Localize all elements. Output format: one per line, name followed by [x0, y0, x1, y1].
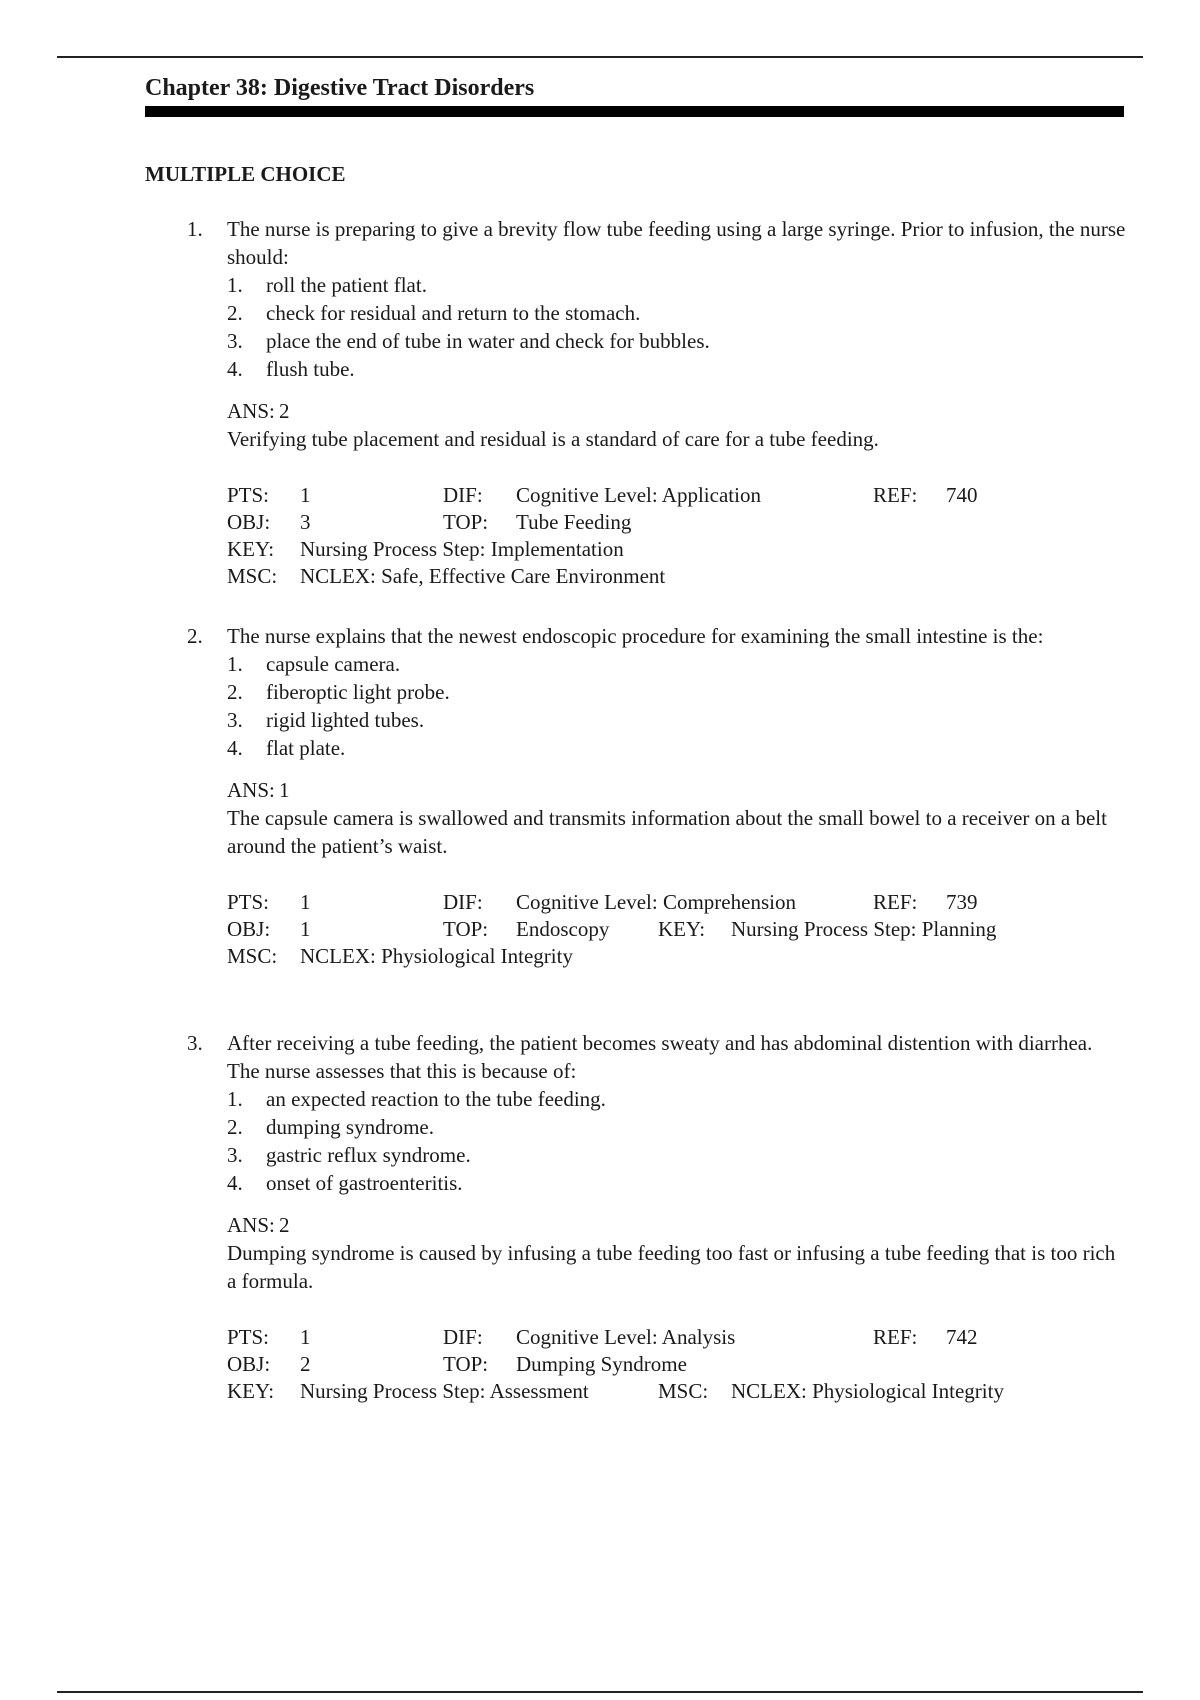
question-stem: The nurse explains that the newest endoscopic procedure for examining the small intestine is the:: [227, 624, 1044, 648]
answer-option: [227, 678, 1127, 706]
title-underline-bar: [145, 106, 1124, 117]
option-number: 1.: [227, 1087, 243, 1111]
question-body: [227, 622, 1127, 969]
question-body: [227, 215, 1127, 589]
option-text: check for residual and return to the stomach.: [266, 301, 641, 325]
answer-block: [227, 776, 1127, 860]
option-text: place the end of tube in water and check for bubbles.: [266, 329, 710, 353]
answer-value: 2: [279, 1213, 290, 1237]
answer-label: ANS:: [227, 778, 275, 802]
answer-label: ANS:: [227, 1213, 275, 1237]
pts-field: PTS: 1: [227, 483, 311, 507]
rationale: The capsule camera is swallowed and transmits information about the small bowel to a receiver on a belt around the patient’s waist.: [227, 806, 1107, 858]
answer-option: [227, 706, 1127, 734]
key-field: KEY: Nursing Process Step: Planning: [658, 917, 997, 941]
answer-block: [227, 397, 1127, 453]
option-number: 2.: [227, 301, 243, 325]
top-field: TOP: Tube Feeding: [443, 510, 632, 534]
question-body: [227, 1029, 1127, 1404]
metadata-row: [227, 1350, 1127, 1377]
answer-option: [227, 327, 1127, 355]
metadata-row: [227, 562, 1127, 589]
key-field: KEY: Nursing Process Step: Assessment: [227, 1379, 589, 1403]
msc-field: MSC: NCLEX: Safe, Effective Care Environment: [227, 564, 666, 588]
option-number: 2.: [227, 1115, 243, 1139]
ref-field: REF: 739: [873, 890, 978, 914]
question-number: 1.: [187, 217, 203, 241]
answer-option: [227, 650, 1127, 678]
answer-line: [227, 397, 1127, 425]
question-2: [187, 622, 1127, 969]
bottom-rule: [57, 1691, 1143, 1693]
option-text: capsule camera.: [266, 652, 401, 676]
obj-field: OBJ: 1: [227, 917, 311, 941]
top-field: TOP: Dumping Syndrome: [443, 1352, 687, 1376]
option-text: dumping syndrome.: [266, 1115, 434, 1139]
answer-label: ANS:: [227, 399, 275, 423]
key-field: KEY: Nursing Process Step: Implementation: [227, 537, 624, 561]
option-number: 4.: [227, 1171, 243, 1195]
option-text: flat plate.: [266, 736, 346, 760]
answer-option: [227, 1085, 1127, 1113]
option-number: 4.: [227, 357, 243, 381]
dif-field: DIF: Cognitive Level: Comprehension: [443, 890, 796, 914]
answer-line: [227, 1211, 1127, 1239]
rationale: Dumping syndrome is caused by infusing a tube feeding too fast or infusing a tube feeding that is too rich a formula.: [227, 1241, 1116, 1293]
option-text: an expected reaction to the tube feeding.: [266, 1087, 606, 1111]
option-number: 3.: [227, 1143, 243, 1167]
answer-options: [227, 271, 1127, 383]
obj-field: OBJ: 3: [227, 510, 311, 534]
option-number: 1.: [227, 652, 243, 676]
answer-options: [227, 1085, 1127, 1197]
msc-field: MSC: NCLEX: Physiological Integrity: [658, 1379, 1004, 1403]
metadata-row: [227, 1323, 1127, 1350]
option-text: gastric reflux syndrome.: [266, 1143, 471, 1167]
answer-value: 1: [279, 778, 290, 802]
top-rule: [57, 56, 1143, 58]
answer-options: [227, 650, 1127, 762]
dif-field: DIF: Cognitive Level: Application: [443, 483, 761, 507]
answer-option: [227, 1113, 1127, 1141]
answer-option: [227, 355, 1127, 383]
metadata-row: [227, 942, 1127, 969]
answer-line: [227, 776, 1127, 804]
chapter-title: Chapter 38: Digestive Tract Disorders: [145, 75, 535, 101]
option-text: flush tube.: [266, 357, 355, 381]
answer-value: 2: [279, 399, 290, 423]
option-text: onset of gastroenteritis.: [266, 1171, 463, 1195]
ref-field: REF: 740: [873, 483, 978, 507]
section-heading: MULTIPLE CHOICE: [145, 162, 346, 186]
dif-field: DIF: Cognitive Level: Analysis: [443, 1325, 736, 1349]
answer-option: [227, 1141, 1127, 1169]
question-3: [187, 1029, 1127, 1404]
answer-option: [227, 271, 1127, 299]
question-1: [187, 215, 1127, 589]
metadata-row: [227, 1377, 1127, 1404]
answer-block: [227, 1211, 1127, 1295]
msc-field: MSC: NCLEX: Physiological Integrity: [227, 944, 573, 968]
pts-field: PTS: 1: [227, 1325, 311, 1349]
option-number: 3.: [227, 329, 243, 353]
option-text: rigid lighted tubes.: [266, 708, 425, 732]
question-stem: The nurse is preparing to give a brevity flow tube feeding using a large syringe. Prior to infusion, the nurse should:: [227, 217, 1126, 269]
option-number: 3.: [227, 708, 243, 732]
metadata-row: [227, 535, 1127, 562]
question-number: 2.: [187, 624, 203, 648]
option-text: roll the patient flat.: [266, 273, 427, 297]
answer-option: [227, 299, 1127, 327]
option-number: 2.: [227, 680, 243, 704]
metadata-row: [227, 481, 1127, 508]
answer-option: [227, 734, 1127, 762]
question-metadata: [227, 888, 1127, 969]
option-text: fiberoptic light probe.: [266, 680, 450, 704]
metadata-row: [227, 888, 1127, 915]
metadata-row: [227, 508, 1127, 535]
question-stem: After receiving a tube feeding, the patient becomes sweaty and has abdominal distention with diarrhea. The nurse assesses that this is because of:: [227, 1031, 1093, 1083]
metadata-row: [227, 915, 1127, 942]
option-number: 1.: [227, 273, 243, 297]
question-metadata: [227, 1323, 1127, 1404]
rationale: Verifying tube placement and residual is a standard of care for a tube feeding.: [227, 427, 879, 451]
top-field: TOP: Endoscopy: [443, 917, 610, 941]
answer-option: [227, 1169, 1127, 1197]
question-metadata: [227, 481, 1127, 589]
pts-field: PTS: 1: [227, 890, 311, 914]
ref-field: REF: 742: [873, 1325, 978, 1349]
obj-field: OBJ: 2: [227, 1352, 311, 1376]
question-number: 3.: [187, 1031, 203, 1055]
option-number: 4.: [227, 736, 243, 760]
